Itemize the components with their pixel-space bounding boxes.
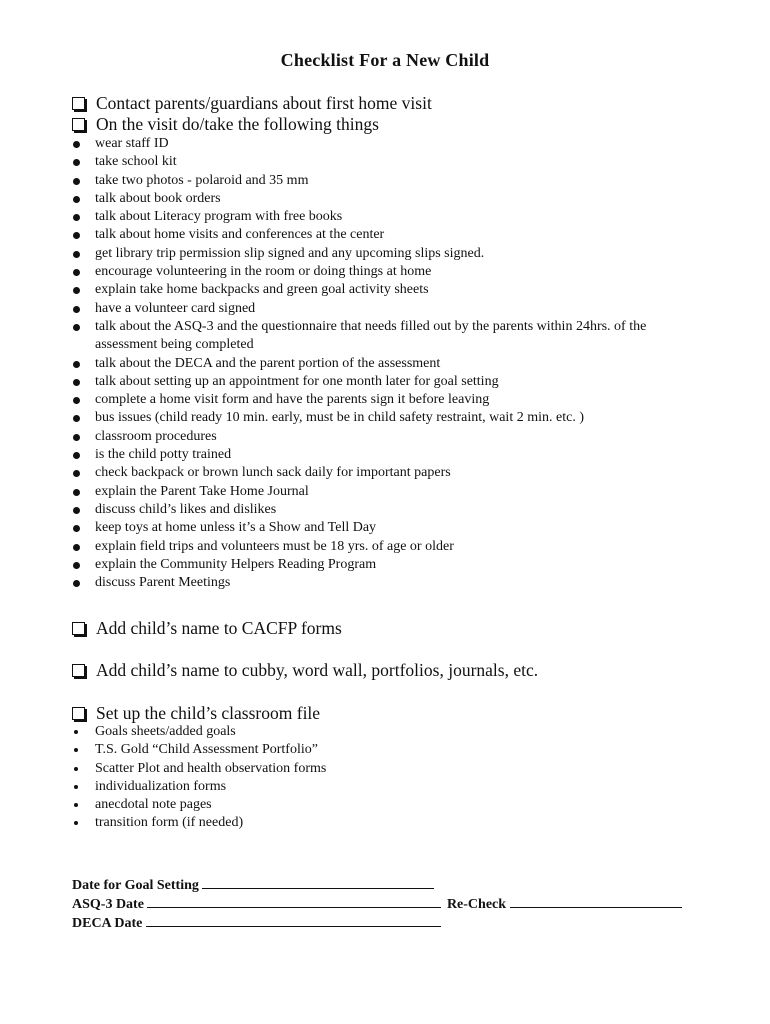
file-item [72, 723, 712, 741]
deca-date-row [72, 914, 441, 933]
visit-item [72, 391, 712, 409]
bullet-icon [74, 785, 78, 789]
checkbox-icon[interactable] [72, 118, 85, 131]
checklist-item-label: Add child’s name to CACFP forms [96, 618, 342, 638]
visit-item [72, 208, 712, 226]
visit-item [72, 300, 712, 318]
goal-setting-date-row [72, 876, 434, 895]
visit-item-text: get library trip permission slip signed and any upcoming slips signed. [95, 245, 485, 261]
visit-item-text: keep toys at home unless it’s a Show and Tell Day [95, 520, 377, 536]
visit-item-text: explain field trips and volunteers must be 18 yrs. of age or older [95, 538, 454, 554]
file-item-text: Scatter Plot and health observation forms [95, 760, 327, 776]
file-item [72, 796, 712, 814]
visit-item [72, 153, 712, 171]
visit-item-text: talk about book orders [95, 190, 221, 206]
visit-item [72, 226, 712, 244]
file-item [72, 741, 712, 759]
bullet-icon [73, 232, 80, 239]
visit-item-text: talk about setting up an appointment for one month later for goal setting [95, 373, 499, 389]
checklist-item-contact [72, 93, 432, 114]
bullet-icon [74, 803, 78, 807]
visit-item [72, 373, 712, 391]
file-item-text: Goals sheets/added goals [95, 724, 236, 739]
visit-item [72, 574, 712, 592]
visit-item-text: take school kit [95, 154, 177, 170]
bullet-icon [73, 525, 80, 532]
bullet-icon [73, 159, 80, 166]
visit-item [72, 428, 712, 446]
visit-item [72, 446, 712, 464]
checklist-item-cubby [72, 660, 538, 681]
visit-item-text: wear staff ID [95, 136, 169, 151]
bullet-icon [73, 507, 80, 514]
checklist-item-visit [72, 114, 379, 135]
asq3-date-field[interactable] [147, 895, 441, 908]
visit-item [72, 556, 712, 574]
checklist-item-label: Add child’s name to cubby, word wall, portfolios, journals, etc. [96, 660, 539, 680]
visit-item [72, 263, 712, 281]
goal-setting-date-field[interactable] [202, 876, 434, 889]
visit-items-list [72, 135, 712, 592]
visit-item [72, 483, 712, 501]
checklist-item-label: Contact parents/guardians about first home visit [96, 93, 432, 113]
recheck-label: Re-Check [446, 897, 507, 912]
visit-item [72, 538, 712, 556]
bullet-icon [73, 415, 80, 422]
bullet-icon [73, 214, 80, 221]
file-item [72, 778, 712, 796]
bullet-icon [73, 470, 80, 477]
checkbox-icon[interactable] [72, 664, 85, 677]
visit-item-text: classroom procedures [95, 428, 217, 444]
bullet-icon [73, 269, 80, 276]
bullet-icon [73, 434, 80, 441]
bullet-icon [73, 196, 80, 203]
checklist-item-label: Set up the child’s classroom file [96, 703, 321, 723]
visit-item-text: bus issues (child ready 10 min. early, must be in child safety restraint, wait 2 min. etc. ) [95, 410, 584, 426]
file-item-text: transition form (if needed) [95, 815, 244, 831]
visit-item-text: talk about the DECA and the parent portion of the assessment [95, 355, 441, 371]
file-items-list [72, 723, 712, 833]
page-title: Checklist For a New Child [280, 50, 490, 70]
bullet-icon [73, 379, 80, 386]
bullet-icon [73, 562, 80, 569]
visit-item [72, 190, 712, 208]
bullet-icon [73, 397, 80, 404]
visit-item [72, 135, 712, 153]
visit-item-text: encourage volunteering in the room or doing things at home [95, 264, 432, 280]
visit-item [72, 172, 712, 190]
bullet-icon [73, 251, 80, 258]
visit-item-text: explain the Community Helpers Reading Program [95, 556, 377, 572]
visit-item-text: complete a home visit form and have the parents sign it before leaving [95, 392, 490, 408]
bullet-icon [73, 324, 80, 331]
visit-item [72, 409, 712, 427]
checklist-item-label: On the visit do/take the following things [96, 114, 379, 134]
visit-item-text: talk about home visits and conferences at the center [95, 227, 385, 243]
visit-item [72, 318, 712, 355]
bullet-icon [73, 580, 80, 587]
visit-item-text: discuss child’s likes and dislikes [95, 501, 277, 517]
checkbox-icon[interactable] [72, 707, 85, 720]
bullet-icon [73, 452, 80, 459]
visit-item-text: discuss Parent Meetings [95, 575, 231, 591]
bullet-icon [73, 287, 80, 294]
visit-item-text: is the child potty trained [95, 447, 232, 463]
file-item-text: individualization forms [95, 778, 227, 794]
bullet-icon [73, 489, 80, 496]
visit-item-text: talk about Literacy program with free books [95, 209, 343, 225]
recheck-date-field[interactable] [510, 895, 682, 908]
visit-item-text: check backpack or brown lunch sack daily for important papers [95, 465, 451, 481]
bullet-icon [74, 821, 78, 825]
visit-item-text: take two photos - polaroid and 35 mm [95, 172, 309, 188]
deca-date-label: DECA Date [72, 916, 143, 931]
visit-item [72, 245, 712, 263]
checkbox-icon[interactable] [72, 97, 85, 110]
goal-setting-label: Date for Goal Setting [72, 878, 199, 893]
visit-item [72, 355, 712, 373]
file-item-text: anecdotal note pages [95, 797, 212, 813]
bullet-icon [73, 141, 80, 148]
bullet-icon [73, 178, 80, 185]
visit-item [72, 519, 712, 537]
bullet-icon [73, 361, 80, 368]
bullet-icon [74, 767, 78, 771]
bullet-icon [73, 306, 80, 313]
deca-date-field[interactable] [146, 914, 441, 927]
asq3-date-label: ASQ-3 Date [72, 897, 144, 912]
checkbox-icon[interactable] [72, 622, 85, 635]
checklist-item-cacfp [72, 618, 342, 639]
visit-item-text: have a volunteer card signed [95, 300, 256, 316]
file-item [72, 814, 712, 832]
visit-item-text: talk about the ASQ-3 and the questionnaire that needs filled out by the parents within 24hrs. of the assessment being completed [95, 318, 647, 353]
file-item [72, 760, 712, 778]
visit-item [72, 464, 712, 482]
bullet-icon [74, 748, 78, 752]
visit-item [72, 281, 712, 299]
bullet-icon [74, 730, 78, 734]
asq3-date-row [72, 895, 682, 914]
checklist-item-file [72, 703, 320, 724]
visit-item-text: explain take home backpacks and green goal activity sheets [95, 282, 429, 298]
file-item-text: T.S. Gold “Child Assessment Portfolio” [95, 742, 318, 758]
bullet-icon [73, 544, 80, 551]
visit-item [72, 501, 712, 519]
visit-item-text: explain the Parent Take Home Journal [95, 483, 309, 499]
